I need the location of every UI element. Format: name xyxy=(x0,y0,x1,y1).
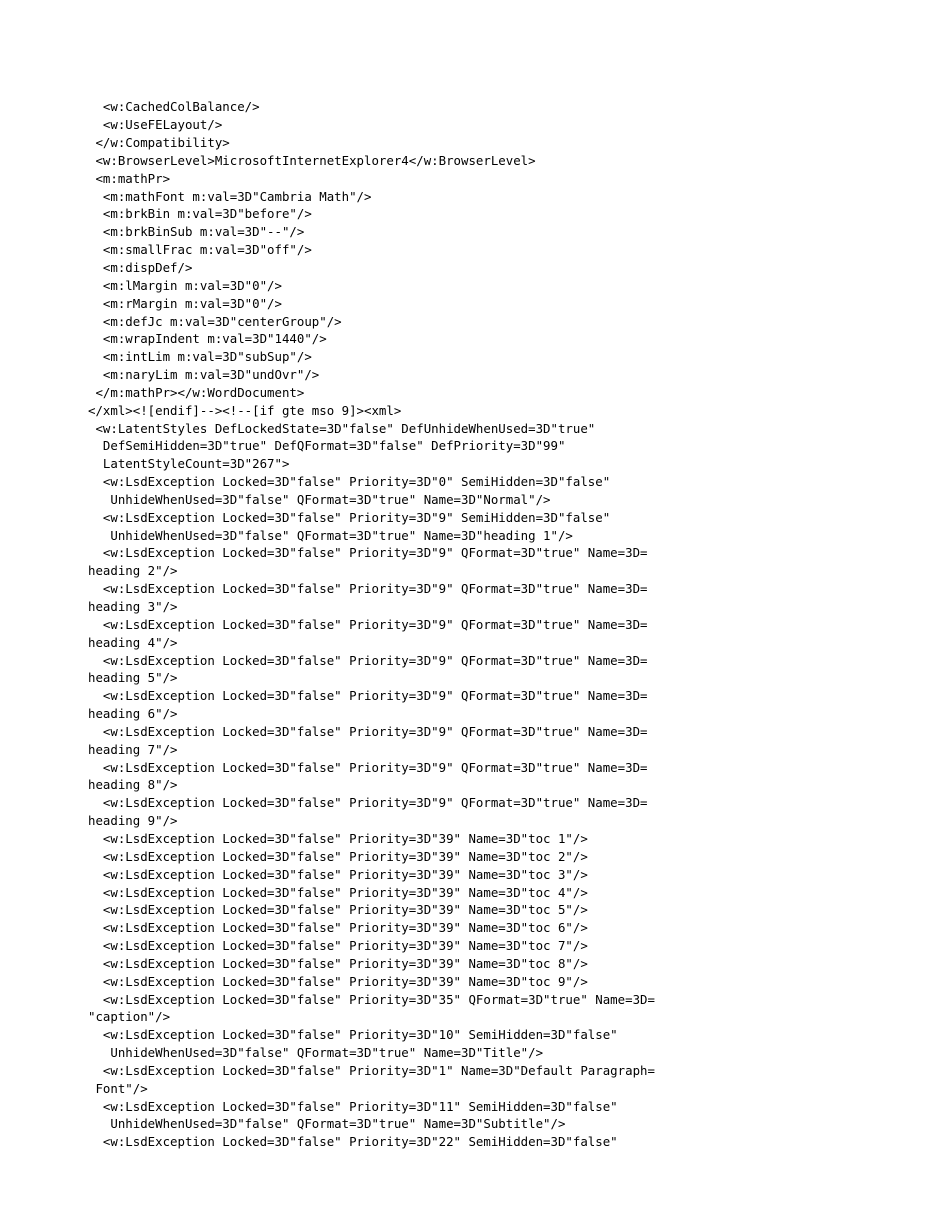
code-line: <m:wrapIndent m:val=3D"1440"/> xyxy=(88,331,327,347)
code-line: Font"/> xyxy=(88,1080,148,1096)
code-line: <w:LsdException Locked=3D"false" Priority=3D"0" SemiHidden=3D"false" xyxy=(88,474,611,490)
code-line: heading 3"/> xyxy=(88,599,178,615)
code-line: heading 8"/> xyxy=(88,777,178,793)
code-line: <w:LsdException Locked=3D"false" Priority=3D"39" Name=3D"toc 6"/> xyxy=(88,920,588,936)
code-line: <w:LsdException Locked=3D"false" Priority=3D"11" SemiHidden=3D"false" xyxy=(88,1098,618,1114)
code-line: <w:LsdException Locked=3D"false" Priority=3D"9" QFormat=3D"true" Name=3D= xyxy=(88,688,648,704)
code-line: heading 7"/> xyxy=(88,741,178,757)
code-line: <w:LsdException Locked=3D"false" Priority=3D"9" QFormat=3D"true" Name=3D= xyxy=(88,652,648,668)
code-line: heading 2"/> xyxy=(88,563,178,579)
code-line: LatentStyleCount=3D"267"> xyxy=(88,456,290,472)
code-line: heading 6"/> xyxy=(88,706,178,722)
code-line: <m:mathFont m:val=3D"Cambria Math"/> xyxy=(88,188,372,204)
xml-source-text xyxy=(88,98,888,1151)
code-line: </m:mathPr></w:WordDocument> xyxy=(88,384,305,400)
code-line: <m:brkBinSub m:val=3D"--"/> xyxy=(88,224,305,240)
code-line: <w:LsdException Locked=3D"false" Priority=3D"39" Name=3D"toc 5"/> xyxy=(88,902,588,918)
code-line: heading 5"/> xyxy=(88,670,178,686)
code-line: <w:LsdException Locked=3D"false" Priority=3D"9" QFormat=3D"true" Name=3D= xyxy=(88,723,648,739)
code-line: <m:smallFrac m:val=3D"off"/> xyxy=(88,242,312,258)
code-line: <m:lMargin m:val=3D"0"/> xyxy=(88,277,282,293)
code-line: UnhideWhenUsed=3D"false" QFormat=3D"true" Name=3D"Normal"/> xyxy=(88,491,551,507)
code-line: <w:UseFELayout/> xyxy=(88,117,223,133)
code-line: <w:LsdException Locked=3D"false" Priority=3D"35" QFormat=3D"true" Name=3D= xyxy=(88,991,655,1007)
code-line: <w:LsdException Locked=3D"false" Priority=3D"22" SemiHidden=3D"false" xyxy=(88,1134,618,1150)
code-line: <w:LsdException Locked=3D"false" Priority=3D"9" QFormat=3D"true" Name=3D= xyxy=(88,759,648,775)
code-line: <m:dispDef/> xyxy=(88,259,193,275)
code-line: <w:LsdException Locked=3D"false" Priority=3D"1" Name=3D"Default Paragraph= xyxy=(88,1062,655,1078)
code-line: <w:LsdException Locked=3D"false" Priority=3D"39" Name=3D"toc 4"/> xyxy=(88,884,588,900)
code-line: <m:naryLim m:val=3D"undOvr"/> xyxy=(88,367,320,383)
code-line: <w:LsdException Locked=3D"false" Priority=3D"39" Name=3D"toc 1"/> xyxy=(88,830,588,846)
code-line: <w:LsdException Locked=3D"false" Priority=3D"39" Name=3D"toc 3"/> xyxy=(88,866,588,882)
code-line: <m:defJc m:val=3D"centerGroup"/> xyxy=(88,313,342,329)
code-line: <w:LsdException Locked=3D"false" Priority=3D"9" QFormat=3D"true" Name=3D= xyxy=(88,795,648,811)
code-line: <w:BrowserLevel>MicrosoftInternetExplorer4</w:BrowserLevel> xyxy=(88,152,536,168)
code-line: "caption"/> xyxy=(88,1009,171,1025)
code-line: <w:LsdException Locked=3D"false" Priority=3D"10" SemiHidden=3D"false" xyxy=(88,1027,618,1043)
code-line: <w:CachedColBalance/> xyxy=(88,99,260,115)
code-line: <m:brkBin m:val=3D"before"/> xyxy=(88,206,312,222)
code-line: <m:mathPr> xyxy=(88,170,171,186)
code-line: </xml><![endif]--><!--[if gte mso 9]><xml> xyxy=(88,402,402,418)
code-line: <w:LsdException Locked=3D"false" Priority=3D"9" SemiHidden=3D"false" xyxy=(88,509,611,525)
code-line: UnhideWhenUsed=3D"false" QFormat=3D"true" Name=3D"heading 1"/> xyxy=(88,527,573,543)
code-line: <w:LsdException Locked=3D"false" Priority=3D"39" Name=3D"toc 2"/> xyxy=(88,848,588,864)
code-line: DefSemiHidden=3D"true" DefQFormat=3D"false" DefPriority=3D"99" xyxy=(88,438,566,454)
code-line: <w:LsdException Locked=3D"false" Priority=3D"9" QFormat=3D"true" Name=3D= xyxy=(88,581,648,597)
code-line: heading 4"/> xyxy=(88,634,178,650)
code-line: <w:LsdException Locked=3D"false" Priority=3D"9" QFormat=3D"true" Name=3D= xyxy=(88,545,648,561)
code-line: UnhideWhenUsed=3D"false" QFormat=3D"true" Name=3D"Title"/> xyxy=(88,1045,544,1061)
code-line: <m:rMargin m:val=3D"0"/> xyxy=(88,295,282,311)
code-line: <w:LsdException Locked=3D"false" Priority=3D"39" Name=3D"toc 9"/> xyxy=(88,973,588,989)
code-line: </w:Compatibility> xyxy=(88,135,230,151)
code-line: heading 9"/> xyxy=(88,813,178,829)
code-line: <w:LsdException Locked=3D"false" Priority=3D"39" Name=3D"toc 8"/> xyxy=(88,955,588,971)
code-line: <w:LsdException Locked=3D"false" Priority=3D"39" Name=3D"toc 7"/> xyxy=(88,938,588,954)
code-line: <w:LatentStyles DefLockedState=3D"false" DefUnhideWhenUsed=3D"true" xyxy=(88,420,596,436)
code-line: <w:LsdException Locked=3D"false" Priority=3D"9" QFormat=3D"true" Name=3D= xyxy=(88,616,648,632)
code-line: <m:intLim m:val=3D"subSup"/> xyxy=(88,349,312,365)
code-line: UnhideWhenUsed=3D"false" QFormat=3D"true" Name=3D"Subtitle"/> xyxy=(88,1116,566,1132)
